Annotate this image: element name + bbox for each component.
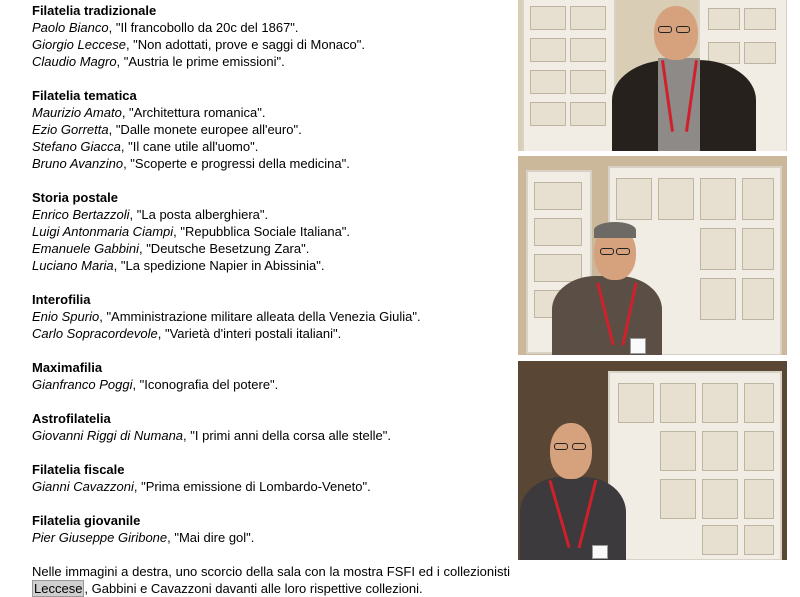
exhibit-title: , "Scoperte e progressi della medicina". (123, 156, 350, 171)
exhibit-sections (32, 2, 510, 546)
exhibit-title: , "Amministrazione militare alleata della Venezia Giulia". (99, 309, 421, 324)
article-text (32, 2, 510, 597)
caption-paragraph (32, 563, 510, 597)
exhibitor-name: Gianfranco Poggi (32, 377, 133, 392)
exhibitor-name: Gianni Cavazzoni (32, 479, 134, 494)
exhibitor-name: Giovanni Riggi di Numana (32, 428, 184, 443)
exhibitor-name: Enio Spurio (32, 309, 100, 324)
exhibit-entry (32, 240, 510, 257)
exhibitor-name: Bruno Avanzino (32, 156, 124, 171)
exhibitor-name: Luigi Antonmaria Ciampi (32, 224, 174, 239)
exhibitor-name: Maurizio Amato (32, 105, 122, 120)
section-heading: Filatelia tradizionale (32, 3, 157, 18)
exhibit-section (32, 291, 510, 342)
exhibitor-name: Paolo Bianco (32, 20, 109, 35)
section-heading: Astrofilatelia (32, 411, 111, 426)
section-heading: Maximafilia (32, 360, 103, 375)
exhibit-entry (32, 257, 510, 274)
exhibit-title: , "Iconografia del potere". (132, 377, 279, 392)
exhibit-entry (32, 427, 510, 444)
collector-figure (610, 0, 760, 151)
exhibit-entry (32, 223, 510, 240)
exhibit-title: , "Il cane utile all'uomo". (120, 139, 259, 154)
section-heading: Filatelia giovanile (32, 513, 141, 528)
exhibit-title: , "Repubblica Sociale Italiana". (173, 224, 351, 239)
exhibit-title: , "Varietà d'interi postali italiani". (157, 326, 342, 341)
exhibitor-name: Giorgio Leccese (32, 37, 126, 52)
exhibitor-name: Carlo Sopracordevole (32, 326, 158, 341)
exhibit-section (32, 87, 510, 172)
exhibit-title: , "Deutsche Besetzung Zara". (138, 241, 310, 256)
section-heading: Filatelia fiscale (32, 462, 125, 477)
exhibit-entry (32, 155, 510, 172)
exhibit-entry (32, 478, 510, 495)
exhibit-title: , "Mai dire gol". (167, 530, 255, 545)
exhibitor-name: Pier Giuseppe Giribone (32, 530, 168, 545)
exhibit-entry (32, 325, 510, 342)
exhibit-title: , "Il francobollo da 20c del 1867". (108, 20, 299, 35)
exhibit-section (32, 359, 510, 393)
caption-before: Nelle immagini a destra, uno scorcio della sala con la mostra FSFI ed i collezionisti (32, 564, 510, 579)
exhibitor-name: Stefano Giacca (32, 139, 121, 154)
section-heading: Filatelia tematica (32, 88, 137, 103)
exhibitor-name: Luciano Maria (32, 258, 114, 273)
photo-collector-cavazzoni (518, 361, 787, 560)
exhibit-title: , "Prima emissione di Lombardo-Veneto". (133, 479, 371, 494)
exhibit-entry (32, 36, 510, 53)
exhibit-entry (32, 19, 510, 36)
exhibit-section (32, 2, 510, 70)
exhibit-entry (32, 121, 510, 138)
exhibit-title: , "La posta alberghiera". (129, 207, 269, 222)
collector-figure (518, 417, 638, 560)
section-heading: Interofilia (32, 292, 91, 307)
exhibit-entry (32, 206, 510, 223)
exhibit-entry (32, 376, 510, 393)
exhibit-entry (32, 104, 510, 121)
exhibit-title: , "Non adottati, prove e saggi di Monaco". (125, 37, 365, 52)
exhibit-title: , "La spedizione Napier in Abissinia". (113, 258, 325, 273)
exhibit-section (32, 189, 510, 274)
section-heading: Storia postale (32, 190, 118, 205)
display-board (522, 0, 616, 151)
exhibit-entry (32, 308, 510, 325)
exhibit-section (32, 461, 510, 495)
highlighted-word[interactable]: Leccese (34, 581, 83, 596)
exhibit-entry (32, 138, 510, 155)
exhibitor-name: Enrico Bertazzoli (32, 207, 130, 222)
collector-figure (552, 216, 682, 355)
exhibit-title: , "Austria le prime emissioni". (116, 54, 285, 69)
exhibitor-name: Claudio Magro (32, 54, 117, 69)
exhibit-section (32, 512, 510, 546)
photo-collector-gabbini (518, 156, 787, 355)
caption-after: , Gabbini e Cavazzoni davanti alle loro rispettive collezioni. (84, 581, 423, 596)
exhibitor-name: Emanuele Gabbini (32, 241, 139, 256)
exhibit-title: , "I primi anni della corsa alle stelle". (183, 428, 391, 443)
exhibit-section (32, 410, 510, 444)
exhibit-entry (32, 53, 510, 70)
exhibit-entry (32, 529, 510, 546)
exhibitor-name: Ezio Gorretta (32, 122, 109, 137)
photo-collector-leccese (518, 0, 787, 151)
exhibit-title: , "Dalle monete europee all'euro". (108, 122, 302, 137)
exhibit-title: , "Architettura romanica". (121, 105, 266, 120)
